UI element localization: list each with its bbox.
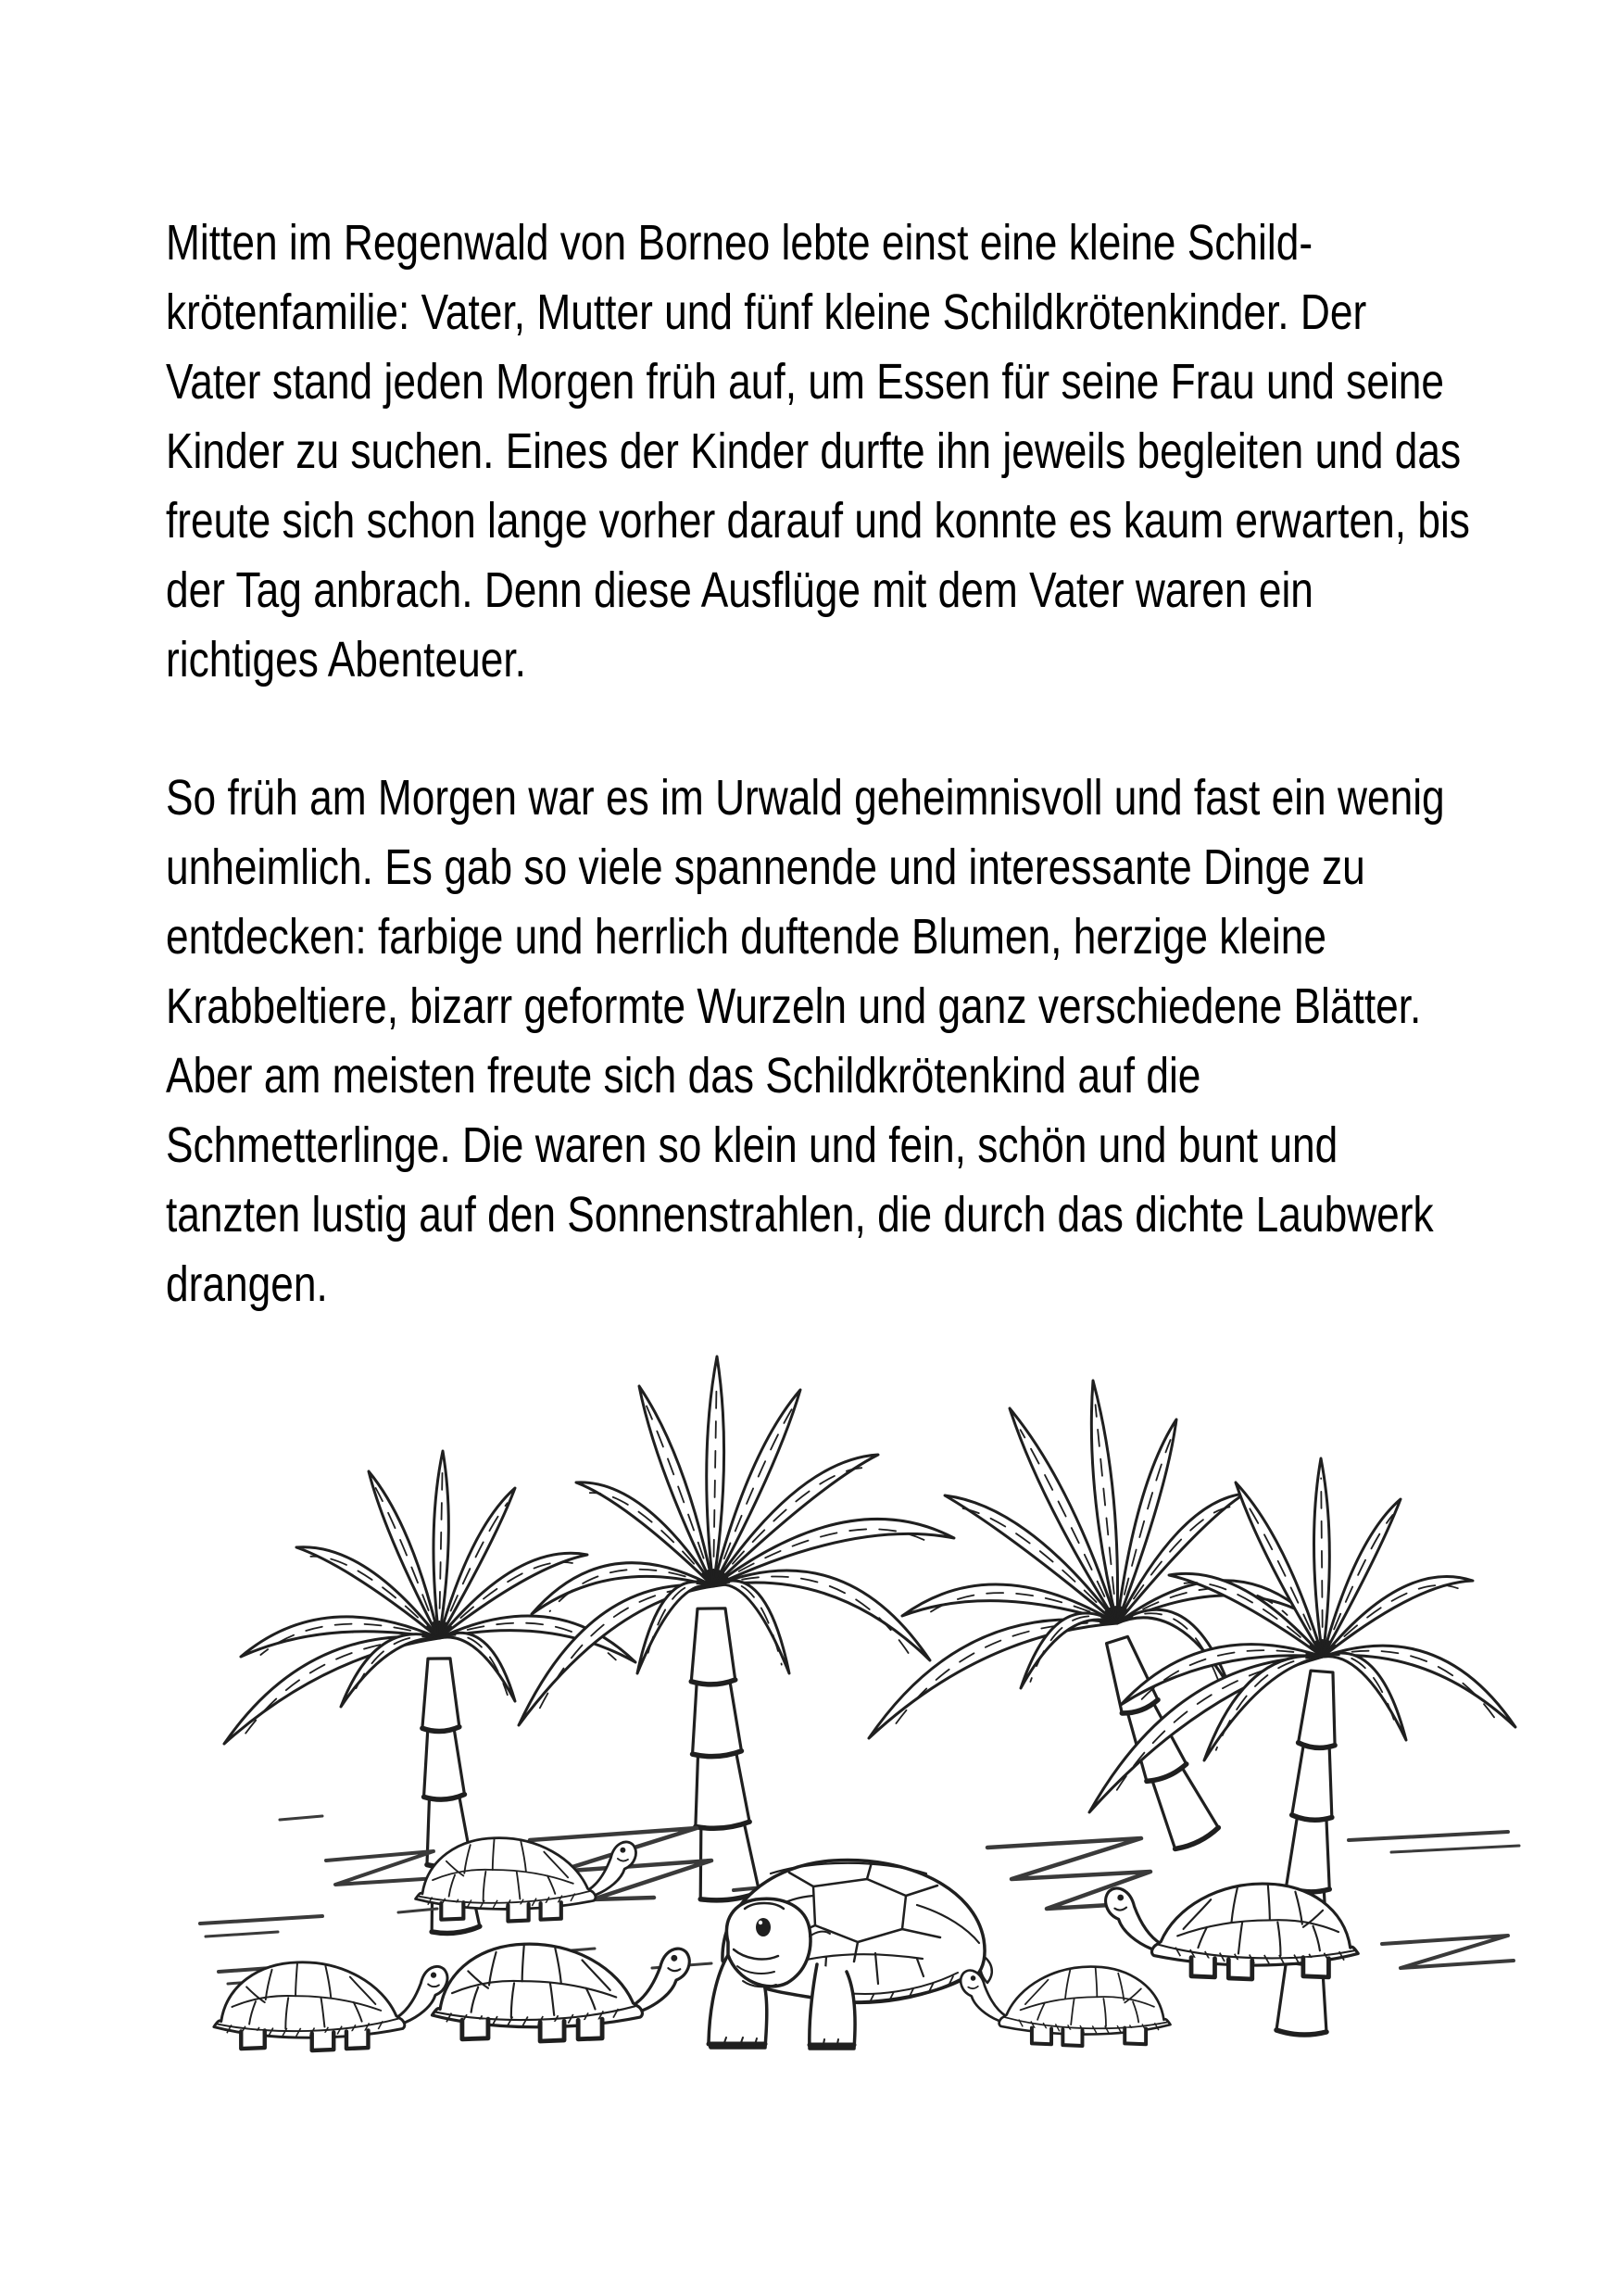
story-line: Vater stand jeden Morgen früh auf, um Essen für seine Frau und seine xyxy=(166,354,1445,410)
story-line: Kinder zu suchen. Eines der Kinder durfte ihn jeweils begleiten und das xyxy=(166,423,1462,479)
story-line: entdecken: farbige und herrlich duftende Blumen, herzige kleine xyxy=(166,909,1326,965)
turtle-child xyxy=(961,1967,1170,2046)
turtle-child xyxy=(214,1962,447,2050)
story-line: der Tag anbrach. Denn diese Ausflüge mit dem Vater waren ein xyxy=(166,562,1313,618)
story-line: So früh am Morgen war es im Urwald geheimnisvoll und fast ein wenig xyxy=(166,770,1445,826)
story-line: unheimlich. Es gab so viele spannende und interessante Dinge zu xyxy=(166,839,1365,895)
story-line: Schmetterlinge. Die waren so klein und fein, schön und bunt und xyxy=(166,1117,1338,1173)
story-line: Mitten im Regenwald von Borneo lebte einst eine kleine Schild- xyxy=(166,215,1313,271)
story-line: richtiges Abenteuer. xyxy=(166,632,526,688)
palm-tree xyxy=(869,1381,1306,1848)
turtle-child xyxy=(432,1944,689,2041)
story-line: Krabbeltiere, bizarr geformte Wurzeln und ganz verschiedene Blätter. xyxy=(166,978,1422,1034)
story-line: krötenfamilie: Vater, Mutter und fünf kleine Schildkrötenkinder. Der xyxy=(166,284,1367,340)
story-line: tanzten lustig auf den Sonnenstrahlen, die durch das dichte Laubwerk xyxy=(166,1187,1434,1243)
palm-tree xyxy=(519,1356,954,1900)
story-line: freute sich schon lange vorher darauf und konnte es kaum erwarten, bis xyxy=(166,493,1470,549)
story-line: Aber am meisten freute sich das Schildkrötenkind auf die xyxy=(166,1048,1201,1104)
story-line: drangen. xyxy=(166,1256,328,1312)
palm-tree xyxy=(224,1451,635,1934)
